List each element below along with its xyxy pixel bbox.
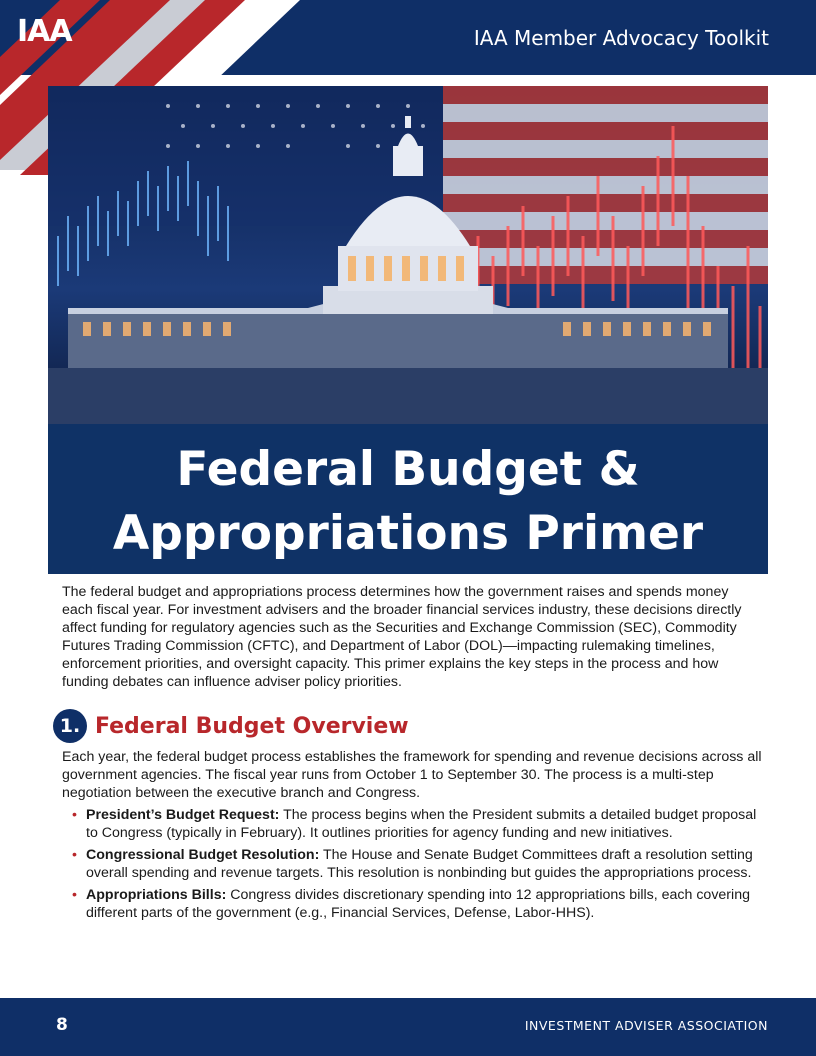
iaa-logo: IAA [17, 14, 72, 49]
list-item [70, 806, 760, 842]
list-item-label: Congressional Budget Resolution: [86, 847, 320, 863]
footer-org-name: INVESTMENT ADVISER ASSOCIATION [524, 1018, 768, 1033]
list-item-label: Appropriations Bills: [86, 887, 227, 903]
hero-image-capitol [48, 86, 768, 424]
section-number-badge: 1. [53, 709, 87, 743]
bullet-icon: • [72, 847, 77, 863]
title-banner [48, 424, 768, 574]
list-item-text: The House and Senate Budget Committees draft a resolution setting overall spending and revenue targets. This resolution is nonbinding but guides the appropriations process. [86, 847, 753, 881]
section-title: Federal Budget Overview [95, 713, 409, 739]
list-item [70, 886, 760, 922]
list-item-label: President’s Budget Request: [86, 807, 280, 823]
bullet-list [70, 806, 760, 926]
section-paragraph: Each year, the federal budget process establishes the framework for spending and revenue decisions across all government agencies. The fiscal year runs from October 1 to September 30. The process is a multi-step negotiation between the executive branch and Congress. [62, 749, 762, 801]
page-number: 8 [56, 1015, 68, 1035]
list-item [70, 846, 760, 882]
page-title-line-2: Appropriations Primer [112, 506, 704, 561]
bullet-icon: • [72, 887, 77, 903]
intro-paragraph: The federal budget and appropriations process determines how the government raises and spends money each fiscal year. For investment advisers and the broader financial services industry, these decisions directly affect funding for regulatory agencies such as the Securities and Exchange Commission (SEC), Commodity Futures Trading Commission (CFTC), and Department of Labor (DOL)—impacting rulemaking timelines, enforcement priorities, and oversight capacity. This primer explains the key steps in the process and how funding debates can influence adviser policy priorities. [62, 584, 742, 690]
toolkit-title: IAA Member Advocacy Toolkit [473, 26, 769, 50]
list-item-text: The process begins when the President submits a detailed budget proposal to Congress (typically in February). It outlines priorities for agency funding and new initiatives. [86, 807, 757, 841]
bullet-icon: • [72, 807, 77, 823]
page-title-line-1: Federal Budget & [176, 442, 640, 497]
section-heading [53, 709, 409, 743]
list-item-text: Congress divides discretionary spending into 12 appropriations bills, each covering different parts of the government (e.g., Financial Services, Defense, Labor-HHS). [86, 887, 750, 921]
